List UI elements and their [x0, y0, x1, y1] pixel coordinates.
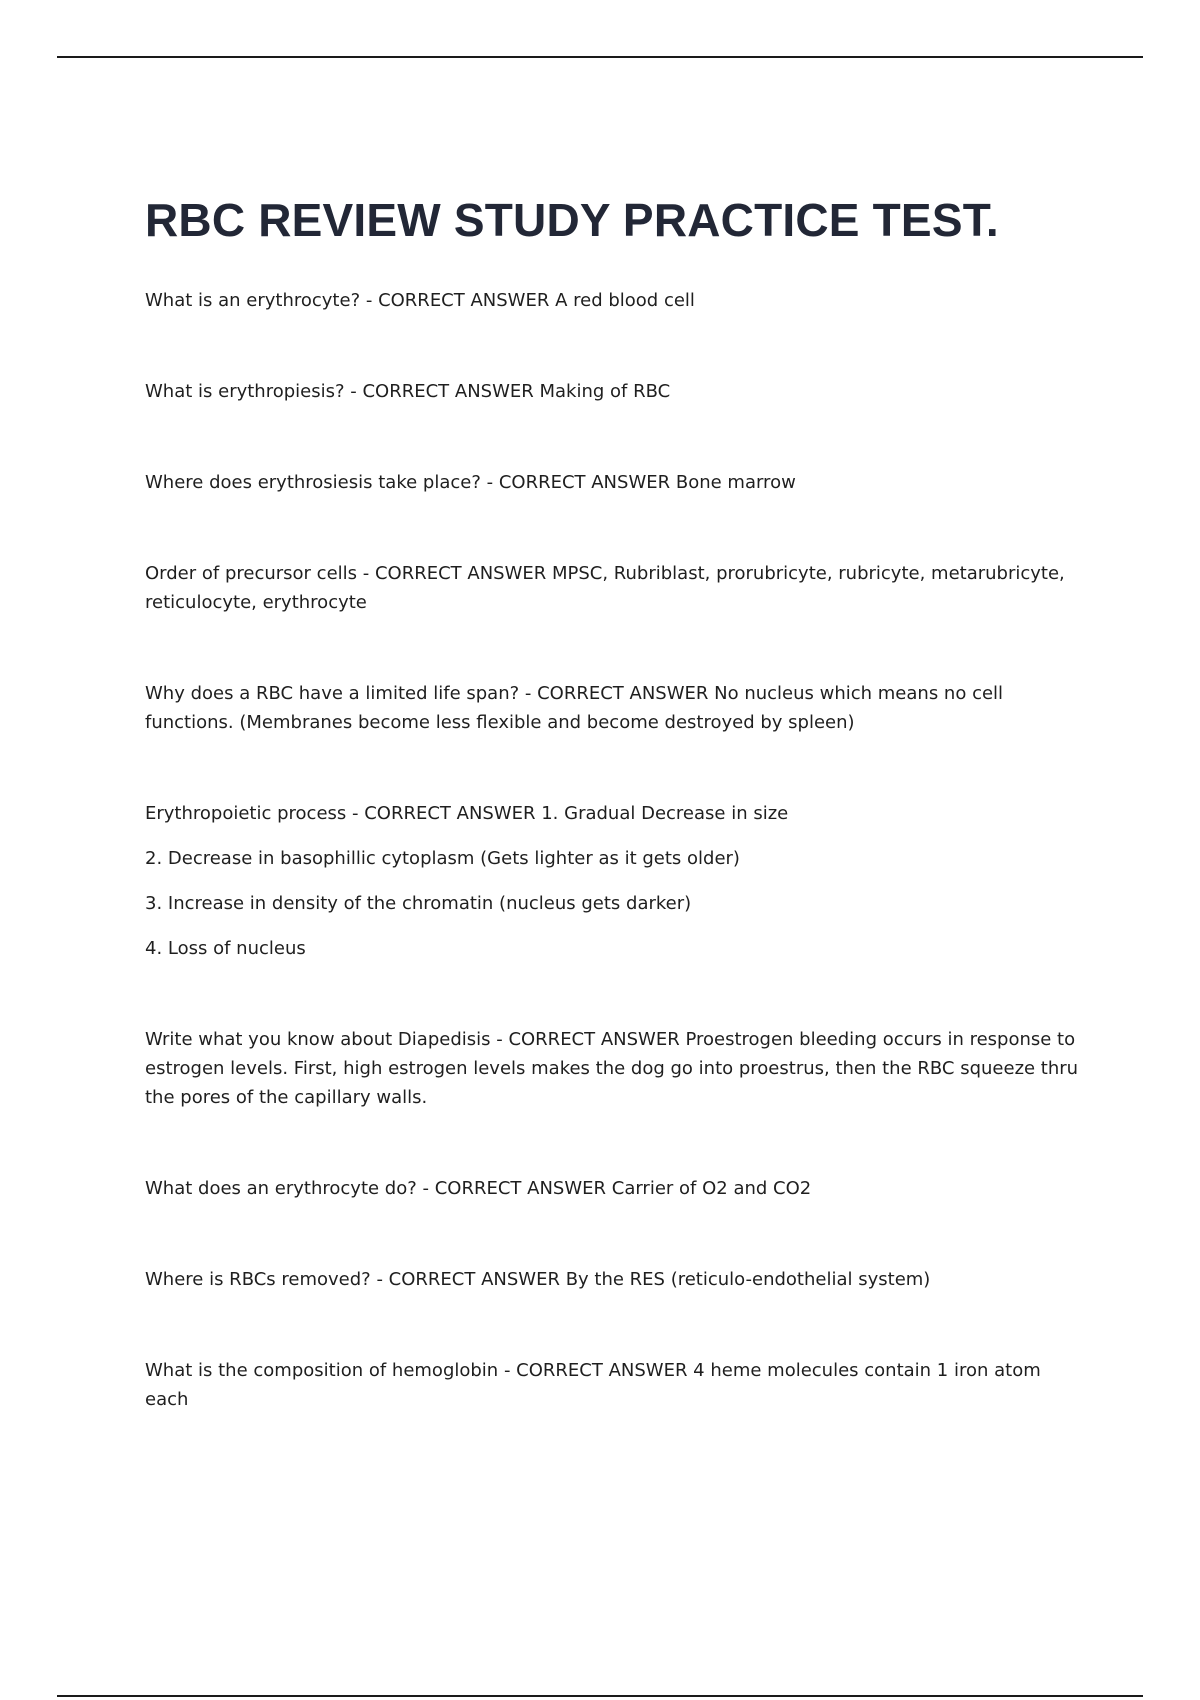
answer-separator: - CORRECT ANSWER: [519, 683, 715, 704]
answer-separator: - CORRECT ANSWER: [357, 563, 552, 584]
answer-text: 1. Gradual Decrease in size: [541, 803, 789, 824]
top-rule: [57, 56, 1143, 58]
qa-item: [145, 468, 1085, 497]
answer-text: Bone marrow: [675, 472, 796, 493]
answer-separator: - CORRECT ANSWER: [480, 472, 676, 493]
qa-item: [145, 1356, 1085, 1414]
answer-separator: - CORRECT ANSWER: [360, 290, 556, 311]
question-text: Where does erythrosiesis take place?: [145, 472, 481, 493]
answer-text: Proestrogen bleeding occurs in response to estrogen levels. First, high estrogen levels makes the dog go into proestrus, then the RBC squeeze thru the pores of the capillary walls.: [145, 1029, 1079, 1108]
question-text: What is the composition of hemoglobin: [145, 1360, 499, 1381]
qa-item: [145, 799, 1085, 963]
question-text: Erythropoietic process: [145, 803, 347, 824]
qa-item: [145, 377, 1085, 406]
question-text: What is an erythrocyte?: [145, 290, 361, 311]
answer-separator: - CORRECT ANSWER: [344, 381, 540, 402]
answer-separator: - CORRECT ANSWER: [416, 1178, 612, 1199]
answer-text: 4 heme molecules contain 1 iron atom each: [145, 1360, 1041, 1410]
question-text: Write what you know about Diapedisis: [145, 1029, 491, 1050]
answer-continuation: 2. Decrease in basophillic cytoplasm (Gets lighter as it gets older): [145, 848, 740, 869]
qa-item: [145, 286, 1085, 315]
page-title: RBC REVIEW STUDY PRACTICE TEST.: [145, 194, 999, 246]
question-text: Why does a RBC have a limited life span?: [145, 683, 520, 704]
answer-separator: - CORRECT ANSWER: [498, 1360, 694, 1381]
answer-separator: - CORRECT ANSWER: [370, 1269, 566, 1290]
question-text: What does an erythrocyte do?: [145, 1178, 417, 1199]
answer-text: No nucleus which means no cell functions. (Membranes become less flexible and become destroyed by spleen): [145, 683, 1004, 733]
answer-separator: - CORRECT ANSWER: [346, 803, 542, 824]
qa-item: [145, 559, 1085, 617]
answer-continuation: 4. Loss of nucleus: [145, 938, 306, 959]
qa-item: [145, 1025, 1085, 1112]
answer-text: By the RES (reticulo-endothelial system): [565, 1269, 931, 1290]
answer-text: A red blood cell: [555, 290, 695, 311]
answer-continuation: 3. Increase in density of the chromatin (nucleus gets darker): [145, 893, 692, 914]
question-text: What is erythropiesis?: [145, 381, 345, 402]
answer-separator: - CORRECT ANSWER: [490, 1029, 686, 1050]
qa-item: [145, 1174, 1085, 1203]
qa-item: [145, 679, 1085, 737]
qa-list: [145, 286, 1085, 1414]
qa-item: [145, 1265, 1085, 1294]
answer-text: MPSC, Rubriblast, prorubricyte, rubricyte, metarubricyte, reticulocyte, erythrocyte: [145, 563, 1065, 613]
answer-text: Carrier of O2 and CO2: [611, 1178, 812, 1199]
question-text: Order of precursor cells: [145, 563, 358, 584]
document-body: [145, 190, 1085, 1476]
answer-text: Making of RBC: [539, 381, 671, 402]
question-text: Where is RBCs removed?: [145, 1269, 371, 1290]
bottom-rule: [57, 1695, 1143, 1697]
